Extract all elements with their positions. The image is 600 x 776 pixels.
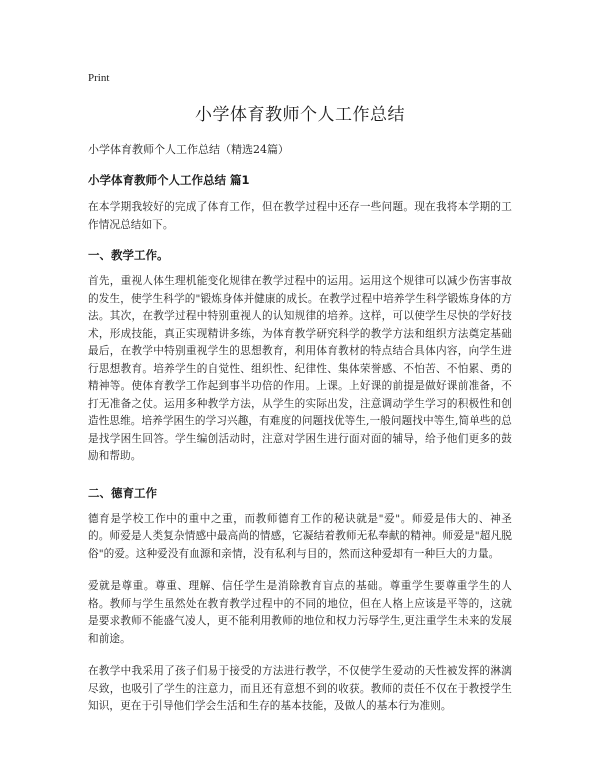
document-subtitle: 小学体育教师个人工作总结（精选24篇） [88,143,289,156]
teaching-paragraph: 首先，重视人体生理机能变化规律在教学过程中的运用。运用这个规律可以减少伤害事故的发生，使学生科学的"锻炼身体并健康的成长。在教学过程中培养学生科学锻炼身体的方法。其次，在教学过程中特别重视人的认知规律的培养。这样，可以使学生尽快的学好技术，形成技能，真正实现精讲多练，为体育教学研究科学的教学方法和组织方法奠定基础最后，在教学中特别重视学生的思想教育，利用体育教材的特点结合具体内容，向学生进行思想教育。培养学生的自觉性、组织性、纪律性、集体荣誉感、不怕苦、不怕累、勇的精神等。使体育教学工作起到事半功倍的作用。上课。上好课的前提是做好课前准备，不打无准备之仗。运用多种教学方法，从学生的实际出发，注意调动学生学习的积极性和创造性思维。培养学困生的学习兴趣，有难度的问题找优等生,一般问题找中等生,简单些的总是找学困生回答。学生编创活动时，注意对学困生进行面对面的辅导，给予他们更多的鼓励和帮助。 [88,275,512,462]
section-title: 小学体育教师个人工作总结 篇1 [88,173,250,187]
moral-paragraph-3: 在教学中我采用了孩子们易于接受的方法进行教学，不仅使学生爱动的天性被发挥的淋漓尽致，也吸引了学生的注意力，而且还有意想不到的收获。教师的责任不仅在于教授学生知识，更在于引导他们学会生活和生存的基本技能，及做人的基本行为准则。 [88,665,512,712]
document-title: 小学体育教师个人工作总结 [195,105,405,125]
moral-paragraph-1: 德育是学校工作中的重中之重，而教师德育工作的秘诀就是"爱"。师爱是伟大的、神圣的。师爱是人类复杂情感中最高尚的情感，它凝结着教师无私奉献的精神。师爱是"超凡脱俗"的爱。这种爱没有血源和亲情，没有私利与目的，然而这种爱却有一种巨大的力量。 [88,512,512,560]
intro-paragraph: 在本学期我较好的完成了体育工作，但在教学过程中还存一些问题。现在我将本学期的工作情况总结如下。 [88,201,512,231]
moral-paragraph-2: 爱就是尊重。尊重、理解、信任学生是消除教育盲点的基础。尊重学生要尊重学生的人格。教师与学生虽然处在教育教学过程中的不同的地位，但在人格上应该是平等的，这就是要求教师不能盛气凌人，更不能利用教师的地位和权力污辱学生,更注重学生未来的发展和前途。 [88,580,512,645]
heading-moral: 二、德育工作 [88,485,157,500]
print-label: Print [88,72,110,84]
heading-teaching: 一、教学工作。 [88,248,169,262]
